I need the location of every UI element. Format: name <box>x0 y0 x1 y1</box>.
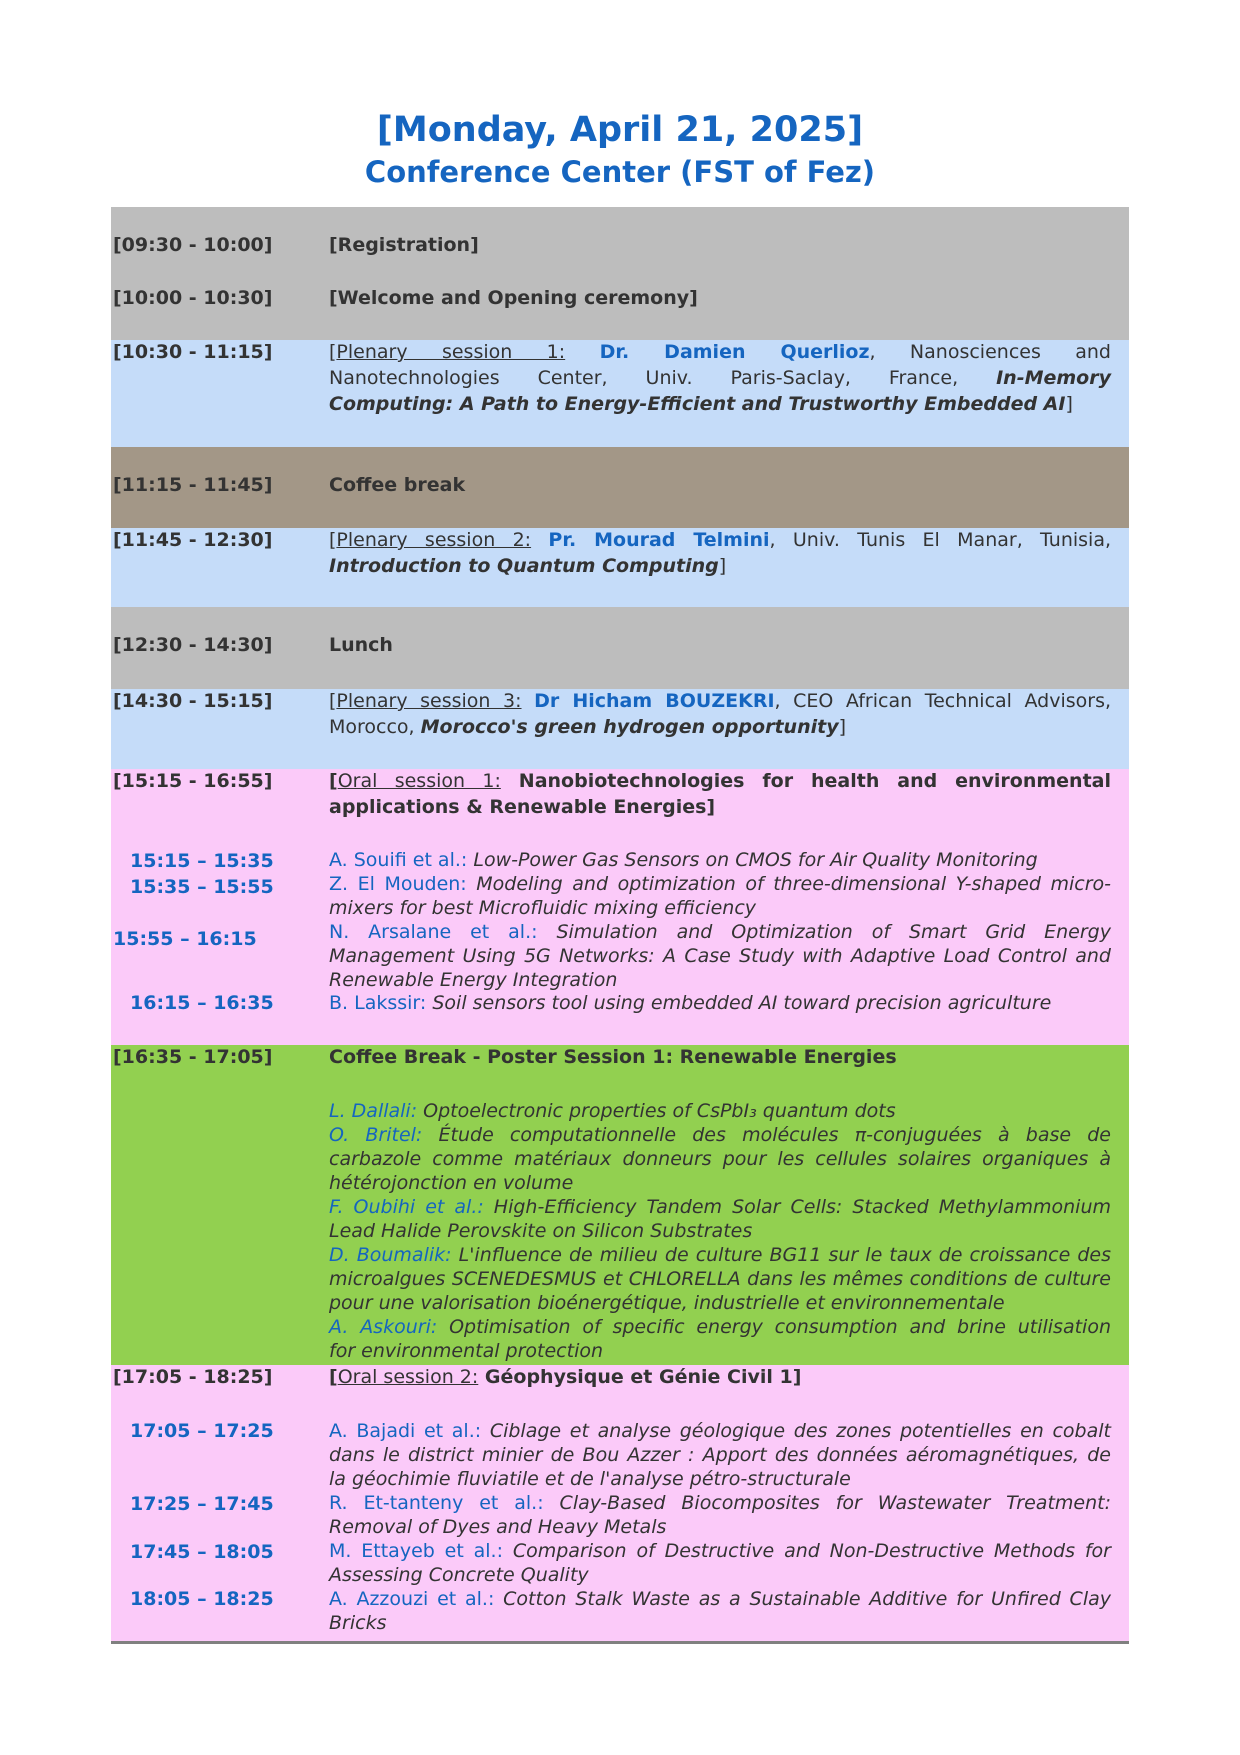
poster-title: Étude computationnelle des molécules π-conjuguées à base de <box>438 1124 1111 1146</box>
lunch-block <box>111 607 1129 689</box>
poster-1-label: Coffee Break - Poster Session 1: Renewable Energies <box>329 1046 897 1068</box>
venue-subtitle: Conference Center (FST of Fez) <box>364 155 876 189</box>
speaker-name: Pr. Mourad Telmini <box>548 529 770 551</box>
plenary-session-1 <box>111 340 1129 447</box>
poster-session-1 <box>111 1045 1129 1365</box>
talk-author: Z. El Mouden: <box>329 873 467 895</box>
oral-session-2 <box>111 1365 1129 1641</box>
plenary-session-2 <box>111 528 1129 607</box>
bracket-open: [ <box>329 690 337 712</box>
oral-2-time: [17:05 - 18:25] <box>113 1366 273 1388</box>
poster-title-cont: microalgues SCENEDESMUS et CHLORELLA dans les mêmes conditions de culture <box>329 1268 1111 1290</box>
talk-title-cont: Bricks <box>329 1612 387 1634</box>
bracket-open: [ <box>329 770 338 792</box>
poster-author: O. Britel: <box>329 1124 423 1146</box>
plenary-2-line-2 <box>329 554 1111 578</box>
talk-title: Computing: A Path to Energy-Efficient and Trustworthy Embedded AI <box>329 393 1066 415</box>
plenary-session-3 <box>111 689 1129 769</box>
welcome-time: [10:00 - 10:30] <box>113 287 273 309</box>
poster-author: A. Askouri: <box>329 1316 438 1338</box>
affiliation: Nanotechnologies Center, Univ. Paris-Saclay, France, <box>329 367 959 389</box>
poster-title-cont: Lead Halide Perovskite on Silicon Substrates <box>329 1220 753 1242</box>
poster-title-cont: hétérojonction en volume <box>329 1172 574 1194</box>
talk-entry <box>329 848 1111 872</box>
talk-author: M. Ettayeb et al.: <box>329 1540 503 1562</box>
talk-title: Ciblage et analyse géologique des zones potentielles en cobalt <box>489 1420 1111 1442</box>
talk-entry <box>329 920 1111 944</box>
session-label: Plenary session 3: <box>336 690 522 712</box>
session-label: Plenary session 2: <box>336 529 532 551</box>
talk-author: R. Et-tanteny et al.: <box>329 1492 544 1514</box>
schedule-table <box>111 207 1129 1644</box>
affiliation: , CEO African Technical Advisors, <box>774 690 1112 712</box>
session-label: Plenary session 1: <box>336 341 566 363</box>
poster-title-cont: pour une valorisation bioénergétique, industrielle et environnementale <box>329 1292 1005 1314</box>
poster-entry <box>329 1123 1111 1147</box>
plenary-1-line-1 <box>329 340 1111 364</box>
plenary-3-time: [14:30 - 15:15] <box>113 690 273 712</box>
page-title: [Monday, April 21, 2025] <box>376 110 864 150</box>
plenary-1-line-2 <box>329 366 1111 390</box>
session-topic: Nanobiotechnologies for health and environmental <box>518 770 1111 792</box>
plenary-3-line-2 <box>329 715 1111 739</box>
oral-1-line-1 <box>329 769 1111 793</box>
poster-author: D. Boumalik: <box>329 1244 452 1266</box>
session-topic: Géophysique et Génie Civil 1] <box>484 1366 802 1388</box>
talk-title: Soil sensors tool using embedded AI toward precision agriculture <box>432 992 1052 1014</box>
talk-entry <box>329 1539 1111 1563</box>
bracket-open: [ <box>329 529 337 551</box>
poster-author: L. Dallali: <box>329 1100 418 1122</box>
coffee-break-1 <box>111 447 1129 528</box>
talk-title-cont: dans le district minier de Bou Azzer : Apport des données aéromagnétiques, de <box>329 1444 1111 1466</box>
speaker-name: Dr. Damien Querlioz <box>599 341 870 363</box>
affiliation: , Univ. Tunis El Manar, Tunisia, <box>769 529 1112 551</box>
talk-title: Comparison of Destructive and Non-Destructive Methods for <box>512 1540 1111 1562</box>
speaker-name: Dr Hicham BOUZEKRI <box>534 690 775 712</box>
poster-title: High-Efficiency Tandem Solar Cells: Stacked Methylammonium <box>493 1196 1111 1218</box>
registration-welcome-block <box>111 207 1129 340</box>
talk-title-cont: mixers for best Microfluidic mixing efficiency <box>329 897 757 919</box>
talk-entry <box>329 872 1111 896</box>
talk-title: Cotton Stalk Waste as a Sustainable Additive for Unfired Clay <box>503 1588 1111 1610</box>
talk-title-cont: Renewable Energy Integration <box>329 969 618 991</box>
poster-entry <box>329 1099 1111 1123</box>
registration-label: [Registration] <box>329 234 479 256</box>
affiliation: , Nanosciences and <box>869 341 1111 363</box>
coffee-1-time: [11:15 - 11:45] <box>113 474 273 496</box>
plenary-2-line-1 <box>329 528 1111 552</box>
oral-session-1 <box>111 769 1129 1045</box>
poster-entry <box>329 1315 1111 1339</box>
talk-author: A. Azzouzi et al.: <box>329 1588 495 1610</box>
talk-time: 17:45 – 18:05 <box>130 1541 274 1563</box>
poster-title: Optimisation of specific energy consumption and brine utilisation <box>449 1316 1111 1338</box>
bracket-close: ] <box>718 555 727 577</box>
talk-title-cont: la géochimie fluviatile et de l'analyse pétro-structurale <box>329 1468 851 1490</box>
talk-author: N. Arsalane et al.: <box>329 921 538 943</box>
talk-entry <box>329 1419 1111 1443</box>
oral-1-time: [15:15 - 16:55] <box>113 770 273 792</box>
talk-title: In-Memory <box>996 367 1111 389</box>
talk-time: 17:05 – 17:25 <box>130 1420 274 1442</box>
session-label: Oral session 1: <box>337 770 501 792</box>
poster-title-cont: for environmental protection <box>329 1340 604 1362</box>
talk-title-cont: Removal of Dyes and Heavy Metals <box>329 1516 667 1538</box>
talk-title: Clay-Based Biocomposites for Wastewater Treatment: <box>559 1492 1111 1514</box>
plenary-2-time: [11:45 - 12:30] <box>113 529 273 551</box>
talk-entry <box>329 1491 1111 1515</box>
poster-entry <box>329 1243 1111 1267</box>
oral-2-line-1 <box>329 1365 1111 1389</box>
talk-title: Introduction to Quantum Computing <box>329 555 719 577</box>
talk-title-cont: Assessing Concrete Quality <box>329 1564 589 1586</box>
talk-time: 18:05 – 18:25 <box>130 1588 274 1610</box>
bracket-open: [ <box>329 341 337 363</box>
coffee-1-label: Coffee break <box>329 474 466 496</box>
talk-time: 15:55 – 16:15 <box>113 928 257 950</box>
poster-entry <box>329 1195 1111 1219</box>
welcome-label: [Welcome and Opening ceremony] <box>329 287 698 309</box>
bracket-close: ] <box>1065 393 1073 415</box>
talk-time: 16:15 – 16:35 <box>130 992 274 1014</box>
lunch-time: [12:30 - 14:30] <box>113 634 273 656</box>
lunch-label: Lunch <box>329 634 393 656</box>
bracket-open: [ <box>329 1366 338 1388</box>
talk-title-cont: Management Using 5G Networks: A Case Study with Adaptive Load Control and <box>329 945 1111 967</box>
talk-title: Modeling and optimization of three-dimensional Y-shaped micro- <box>476 873 1111 895</box>
oral-1-line-2: applications & Renewable Energies] <box>329 796 716 818</box>
talk-time: 15:35 – 15:55 <box>130 876 274 898</box>
plenary-1-time: [10:30 - 11:15] <box>113 341 273 363</box>
affiliation: Morocco, <box>329 716 415 738</box>
talk-author: A. Souifi et al.: <box>329 849 468 871</box>
talk-entry <box>329 991 1111 1015</box>
poster-title: Optoelectronic properties of CsPbI₃ quantum dots <box>423 1100 896 1122</box>
plenary-3-line-1 <box>329 689 1111 713</box>
talk-title: Simulation and Optimization of Smart Grid Energy <box>556 921 1111 943</box>
registration-time: [09:30 - 10:00] <box>113 234 273 256</box>
talk-author: B. Lakssir: <box>329 992 427 1014</box>
poster-title-cont: carbazole comme matériaux donneurs pour les cellules solaires organiques à <box>329 1148 1111 1170</box>
bracket-close: ] <box>838 716 847 738</box>
talk-author: A. Bajadi et al.: <box>329 1420 482 1442</box>
talk-time: 17:25 – 17:45 <box>130 1493 274 1515</box>
poster-1-time: [16:35 - 17:05] <box>113 1046 273 1068</box>
talk-title: Morocco's green hydrogen opportunity <box>420 716 839 738</box>
poster-author: F. Oubihi et al.: <box>329 1196 484 1218</box>
talk-title: Low-Power Gas Sensors on CMOS for Air Quality Monitoring <box>473 849 1038 871</box>
talk-time: 15:15 – 15:35 <box>130 850 274 872</box>
session-label: Oral session 2: <box>337 1366 479 1388</box>
poster-title: L'influence de milieu de culture BG11 sur le taux de croissance des <box>458 1244 1112 1266</box>
plenary-1-line-3 <box>329 392 1111 416</box>
talk-entry <box>329 1587 1111 1611</box>
